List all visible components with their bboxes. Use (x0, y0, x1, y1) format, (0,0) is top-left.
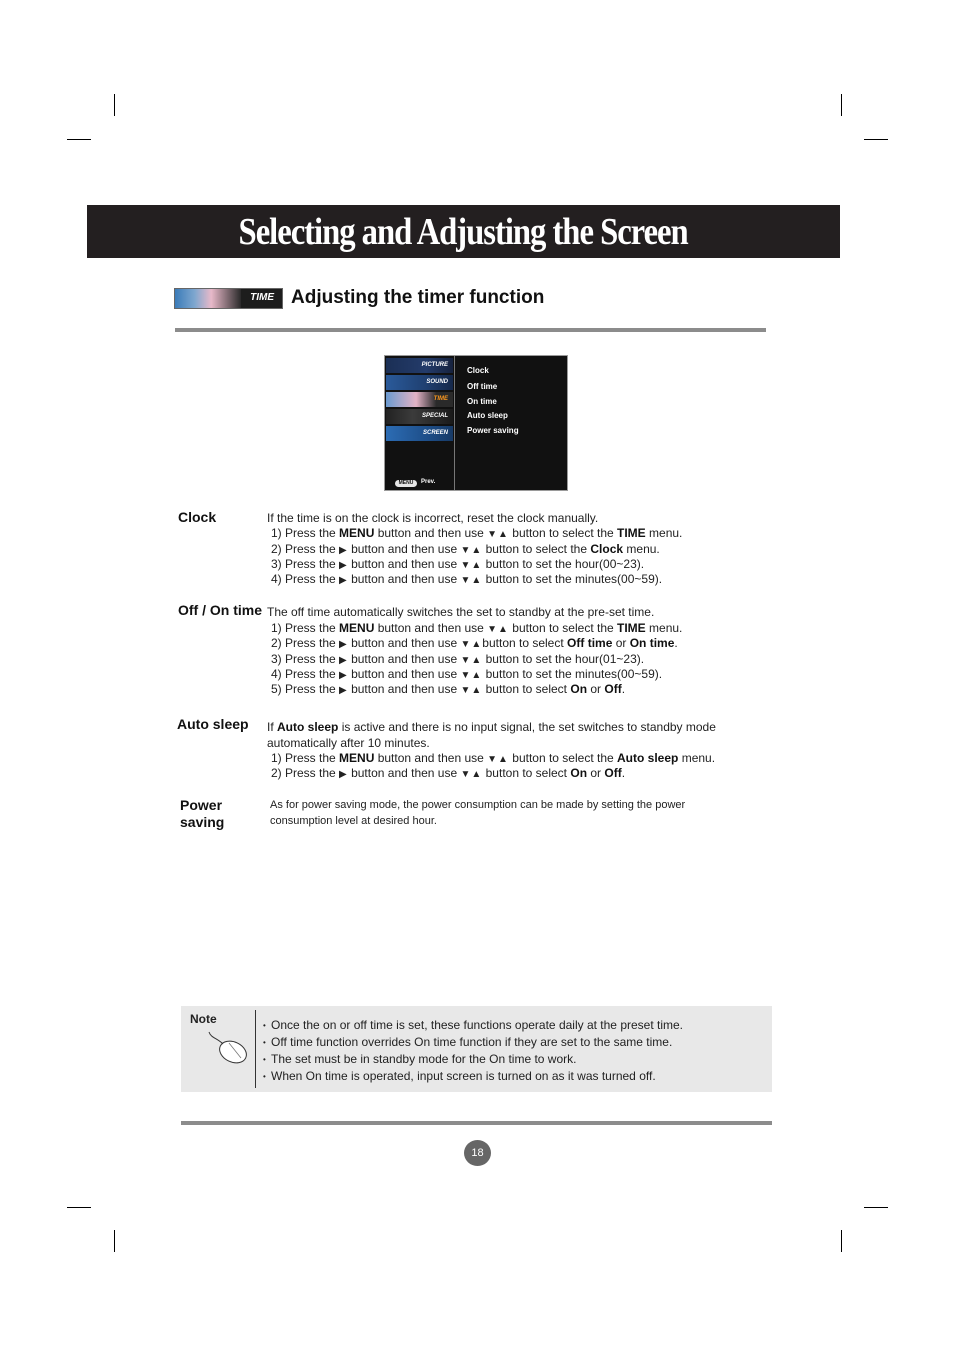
power-saving-text-2: consumption level at desired hour. (270, 815, 437, 827)
osd-tab-column (385, 356, 455, 490)
osd-menu-key: MENU (395, 480, 417, 487)
page-title: Selecting and Adjusting the Screen (238, 210, 689, 253)
down-up-arrow-icon: ▼▲ (460, 639, 483, 650)
clock-step-2: 2) Press the ▶ button and then use ▼▲ button to select the Clock menu. (271, 542, 660, 556)
power-saving-label-line-1: Power (180, 797, 223, 813)
down-up-arrow-icon: ▼▲ (460, 685, 483, 696)
note-divider (255, 1010, 256, 1088)
crop-mark (841, 94, 842, 116)
down-up-arrow-icon: ▼▲ (460, 655, 483, 666)
down-up-arrow-icon: ▼▲ (460, 560, 483, 571)
section-divider (175, 328, 766, 332)
crop-mark (864, 139, 888, 140)
osd-item-auto-sleep: Auto sleep (467, 411, 508, 420)
down-up-arrow-icon: ▼▲ (460, 769, 483, 780)
footer-divider (181, 1121, 772, 1125)
note-item: • The set must be in standby mode for the On time to work. (263, 1052, 577, 1066)
down-up-arrow-icon: ▼▲ (487, 754, 509, 765)
down-up-arrow-icon: ▼▲ (460, 575, 483, 586)
auto-sleep-step-2: 2) Press the ▶ button and then use ▼▲ button to select On or Off. (271, 766, 626, 780)
off-on-step-1: 1) Press the MENU button and then use ▼▲ button to select the TIME menu. (271, 621, 683, 635)
power-saving-label-line-2: saving (180, 814, 225, 830)
section-title: Adjusting the timer function (291, 287, 545, 308)
auto-sleep-intro-2: automatically after 10 minutes. (267, 736, 430, 750)
time-menu-badge (174, 288, 283, 309)
page-number: 18 (464, 1140, 491, 1166)
osd-tab-sound: SOUND (386, 375, 453, 390)
right-arrow-icon: ▶ (339, 655, 348, 666)
osd-item-clock: Clock (467, 366, 489, 375)
down-up-arrow-icon: ▼▲ (487, 529, 509, 540)
off-on-step-4: 4) Press the ▶ button and then use ▼▲ button to set the minutes(00~59). (271, 667, 663, 681)
clock-step-4: 4) Press the ▶ button and then use ▼▲ button to set the minutes(00~59). (271, 572, 663, 586)
right-arrow-icon: ▶ (339, 639, 348, 650)
off-on-step-2: 2) Press the ▶ button and then use ▼▲button to select Off time or On time. (271, 636, 678, 650)
right-arrow-icon: ▶ (339, 685, 348, 696)
off-on-step-3: 3) Press the ▶ button and then use ▼▲ button to set the hour(01~23). (271, 652, 645, 666)
note-title: Note (190, 1012, 217, 1026)
off-on-time-intro: The off time automatically switches the set to standby at the pre-set time. (267, 605, 655, 619)
off-on-step-5: 5) Press the ▶ button and then use ▼▲ button to select On or Off. (271, 682, 626, 696)
auto-sleep-label: Auto sleep (177, 716, 249, 732)
bullet-icon: • (263, 1072, 266, 1082)
note-item: • Off time function overrides On time function if they are set to the same time. (263, 1035, 673, 1049)
osd-item-off-time: Off time (467, 382, 498, 391)
down-up-arrow-icon: ▼▲ (460, 545, 483, 556)
right-arrow-icon: ▶ (339, 545, 348, 556)
page-title-bar (87, 205, 840, 258)
osd-tab-screen: SCREEN (386, 426, 453, 441)
osd-item-power-saving: Power saving (467, 426, 519, 435)
osd-tab-picture: PICTURE (386, 358, 453, 373)
clock-step-1: 1) Press the MENU button and then use ▼▲ button to select the TIME menu. (271, 526, 683, 540)
note-item: • Once the on or off time is set, these functions operate daily at the preset time. (263, 1018, 684, 1032)
bullet-icon: • (263, 1055, 266, 1065)
clock-intro: If the time is on the clock is incorrect, reset the clock manually. (267, 511, 599, 525)
crop-mark (67, 1207, 91, 1208)
crop-mark (114, 1230, 115, 1252)
auto-sleep-intro: If Auto sleep is active and there is no input signal, the set switches to standby mode (267, 720, 716, 734)
down-up-arrow-icon: ▼▲ (487, 624, 509, 635)
osd-prev-label: Prev. (421, 479, 436, 485)
crop-mark (114, 94, 115, 116)
time-menu-thumbnail (175, 289, 241, 308)
off-on-time-label: Off / On time (178, 602, 262, 618)
mouse-icon (205, 1028, 251, 1068)
clock-label: Clock (178, 509, 217, 525)
right-arrow-icon: ▶ (339, 670, 348, 681)
down-up-arrow-icon: ▼▲ (460, 670, 483, 681)
clock-step-3: 3) Press the ▶ button and then use ▼▲ button to set the hour(00~23). (271, 557, 645, 571)
time-badge-label: TIME (250, 292, 274, 303)
bullet-icon: • (263, 1038, 266, 1048)
osd-tab-time: TIME (386, 392, 453, 407)
bullet-icon: • (263, 1021, 266, 1031)
crop-mark (841, 1230, 842, 1252)
osd-tab-special: SPECIAL (386, 409, 453, 424)
osd-item-on-time: On time (467, 397, 497, 406)
right-arrow-icon: ▶ (339, 575, 348, 586)
note-item: • When On time is operated, input screen is turned on as it was turned off. (263, 1069, 656, 1083)
crop-mark (67, 139, 91, 140)
crop-mark (864, 1207, 888, 1208)
right-arrow-icon: ▶ (339, 769, 348, 780)
right-arrow-icon: ▶ (339, 560, 348, 571)
osd-menu-illustration (384, 355, 568, 491)
auto-sleep-step-1: 1) Press the MENU button and then use ▼▲ button to select the Auto sleep menu. (271, 751, 716, 765)
power-saving-text-1: As for power saving mode, the power consumption can be made by setting the power (270, 799, 686, 811)
